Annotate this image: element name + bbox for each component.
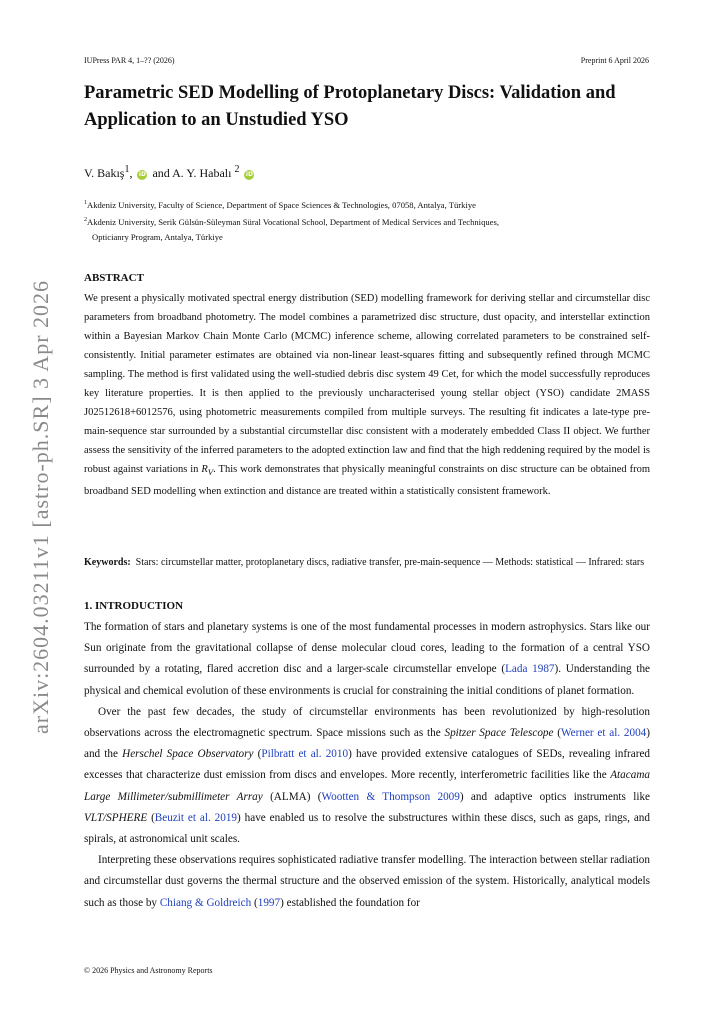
author-name: V. Bakış <box>84 166 125 180</box>
citation-link[interactable]: Chiang & Goldreich <box>159 896 252 909</box>
citation-link[interactable]: Pilbratt et al. 2010 <box>261 748 349 761</box>
affiliation-text: Opticianry Program, Antalya, Türkiye <box>92 231 223 242</box>
citation-link[interactable]: Wootten & Thompson 2009 <box>321 790 460 803</box>
text-run: ( <box>553 727 561 740</box>
paragraph <box>84 850 650 914</box>
citation-link[interactable]: Werner et al. 2004 <box>561 727 647 740</box>
text-run: ). Understanding the physical and chemical evolution of these environments is crucial for constraining the initial conditions of planet formation. <box>84 663 651 697</box>
paragraph <box>84 702 650 850</box>
text-run: ( <box>251 896 258 909</box>
abstract-text <box>84 289 650 501</box>
text-run: Interpreting these observations requires sophisticated radiative transfer modelling. The interaction between stellar radiation and circumstellar dust governs the thermal structure and the observed emission of the system. Historically, analytical models such as those by <box>84 854 650 909</box>
section-heading: 1. INTRODUCTION <box>84 600 184 612</box>
rv-symbol: R <box>201 464 208 475</box>
rv-subscript: V <box>207 467 214 478</box>
orcid-icon[interactable]: iD <box>138 171 146 178</box>
text-run: The formation of stars and planetary systems is one of the most fundamental processes in modern astrophysics. Stars like our Sun originate from the gravitational collapse of dense molecular cloud cores, leading to the formation of a central YSO surrounded by a rotating, flared accretion disc and a larger-scale circumstellar envelope ( <box>84 621 650 676</box>
text-run: ) have provided extensive catalogues of SEDs, revealing infrared excesses that characterize dust emission from discs and envelopes. More recently, interferometric facilities like the <box>84 748 651 782</box>
author-separator: , <box>129 166 133 180</box>
text-run: ) and the <box>84 727 650 761</box>
citation-link[interactable]: 1997 <box>257 896 281 909</box>
keywords-text: Stars: circumstellar matter, protoplanetary discs, radiative transfer, pre-main-sequence — Methods: statistical — Infrared: stars <box>135 557 645 568</box>
keywords-label: Keywords: <box>84 557 131 568</box>
author-name: and A. Y. Habalı <box>152 166 232 180</box>
running-header <box>84 56 649 65</box>
mission-name: Herschel Space Observatory <box>122 748 254 761</box>
arxiv-stamp <box>23 272 59 742</box>
arxiv-identifier: arXiv:2604.03211v1 [astro-ph.SR] 3 Apr 2026 <box>28 279 53 735</box>
orcid-icon[interactable]: iD <box>245 171 253 178</box>
mission-name: Spitzer Space Telescope <box>444 727 554 740</box>
text-run: ) and adaptive optics instruments like <box>459 790 651 803</box>
abstract-part: . This work demonstrates that physically meaningful constraints on disc structure can be obtained from broadband SED modelling when extinction and distance are treated within a statistically consistent framework. <box>84 464 650 498</box>
affiliation <box>84 213 644 230</box>
text-run: ( <box>147 811 155 824</box>
paper-title: Parametric SED Modelling of Protoplanetary Discs: Validation and Application to an Unstudied YSO <box>84 83 616 130</box>
copyright-notice: © 2026 Physics and Astronomy Reports <box>84 966 213 975</box>
citation-link[interactable]: Lada 1987 <box>505 663 555 676</box>
abstract-heading: ABSTRACT <box>84 272 144 284</box>
text-run: ) established the foundation for <box>280 896 420 909</box>
text-run: ( <box>253 748 262 761</box>
author-list <box>84 162 256 181</box>
affiliation-marker: 1 <box>124 164 130 175</box>
affiliation <box>84 196 644 213</box>
affiliation-marker: 2 <box>234 164 240 175</box>
text-run: Over the past few decades, the study of circumstellar environments has been revolutionized by high-resolution observations across the electromagnetic spectrum. Space missions such as the <box>84 705 650 740</box>
affiliation-number: 2 <box>84 216 87 223</box>
preprint-date: Preprint 6 April 2026 <box>580 56 649 65</box>
instrument-name: VLT/SPHERE <box>84 811 148 824</box>
affiliation-text: Akdeniz University, Faculty of Science, Department of Space Sciences & Technologies, 07058, Antalya, Türkiye <box>87 199 476 210</box>
citation-link[interactable]: Beuzit et al. 2019 <box>154 811 238 824</box>
keywords <box>84 553 650 572</box>
affiliation-number: 1 <box>84 200 87 206</box>
text-run: ) have enabled us to resolve the substructures within these discs, such as gaps, rings, and spirals, at astronomical unit scales. <box>84 811 650 846</box>
facility-name: Atacama Large Millimeter/submillimeter Array <box>84 769 650 803</box>
journal-info: IUPress PAR 4, 1–?? (2026) <box>84 56 175 65</box>
introduction-text <box>84 617 650 914</box>
paragraph <box>84 617 650 702</box>
affiliations <box>84 196 644 245</box>
abstract-part: We present a physically motivated spectral energy distribution (SED) modelling framework for deriving stellar and circumstellar disc parameters from broadband photometry. The model combines a parametrized disc structure, dust opacity, and interstellar extinction within a Bayesian Markov Chain Monte Carlo (MCMC) inference scheme, allowing correlated parameters to be constrained self-consistently. Initial parameter estimates are obtained via non-linear least-squares fitting and subsequently refined through MCMC sampling. The method is first validated using the well-studied debris disc system 49 Cet, for which the model successfully reproduces key literature properties. It is then applied to the previously uncharacterised young stellar object (YSO) candidate 2MASS J02512618+6012576, using photometric measurements compiled from multiple surveys. The resulting fit indicates a late-type pre-main-sequence star surrounded by a substantial circumstellar disc consistent with a moderately embedded Class II object. We further assess the sensitivity of the inferred parameters to the adopted extinction law and find that the high reddening required by the model is robust against variations in <box>84 293 650 475</box>
text-run: (ALMA) ( <box>262 790 322 803</box>
affiliation-text: Akdeniz University, Serik Gülsün-Süleyman Süral Vocational School, Department of Medical Services and Techniques, <box>87 216 499 227</box>
affiliation <box>84 230 644 245</box>
